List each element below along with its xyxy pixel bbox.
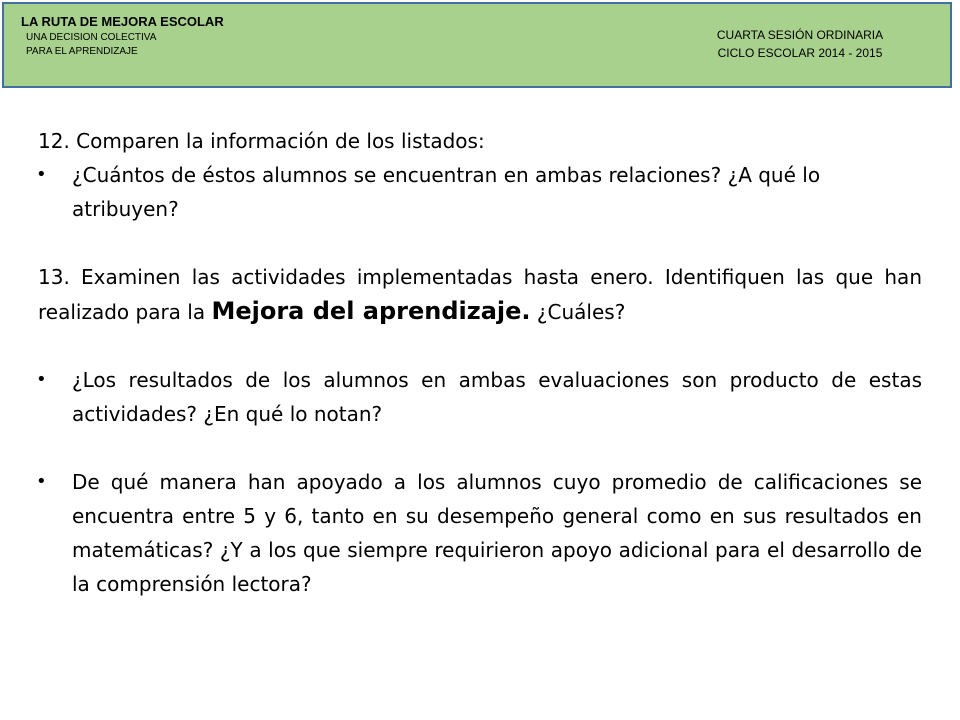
header-title: LA RUTA DE MEJORA ESCOLAR [21, 14, 224, 29]
header-subtitle-1: UNA DECISION COLECTIVA [26, 32, 157, 43]
slide-body [38, 124, 922, 601]
support-bullet [38, 465, 922, 601]
item-13-question: ¿Cuáles? [530, 300, 626, 324]
results-bullet [38, 363, 922, 431]
school-cycle-label: CICLO ESCOLAR 2014 - 2015 [717, 46, 883, 60]
bullet-icon: • [36, 369, 47, 390]
support-question: De qué manera han apoyado a los alumnos cuyo promedio de calificaciones se encuentra entre 5 y 6, tanto en su desempeño general como en sus resultados en matemáticas? ¿Y a los que siempre requirieron apoyo adicional para el desarrollo de la comprensión lectora? [72, 470, 922, 596]
spacer [38, 226, 922, 260]
item-13-paragraph [38, 260, 922, 329]
header-subtitle-2: PARA EL APRENDIZAJE [26, 46, 138, 57]
spacer [38, 329, 922, 363]
bullet-icon: • [36, 164, 47, 185]
item-13-emphasis: Mejora del aprendizaje. [211, 297, 531, 325]
session-label: CUARTA SESIÓN ORDINARIA [716, 28, 884, 42]
item-12-heading: 12. Comparen la información de los listados: [38, 129, 485, 153]
header-band [2, 2, 952, 88]
results-question: ¿Los resultados de los alumnos en ambas evaluaciones son producto de estas actividades? ¿En qué lo notan? [72, 368, 922, 426]
spacer [38, 431, 922, 465]
bullet-icon: • [36, 471, 47, 492]
item-12-bullet [38, 158, 922, 226]
item-12-question: ¿Cuántos de éstos alumnos se encuentran en ambas relaciones? ¿A qué lo atribuyen? [72, 163, 821, 221]
item-13-text: 13. Examinen las actividades implementadas hasta enero. Identifiquen las que han realizado para la [38, 265, 922, 324]
